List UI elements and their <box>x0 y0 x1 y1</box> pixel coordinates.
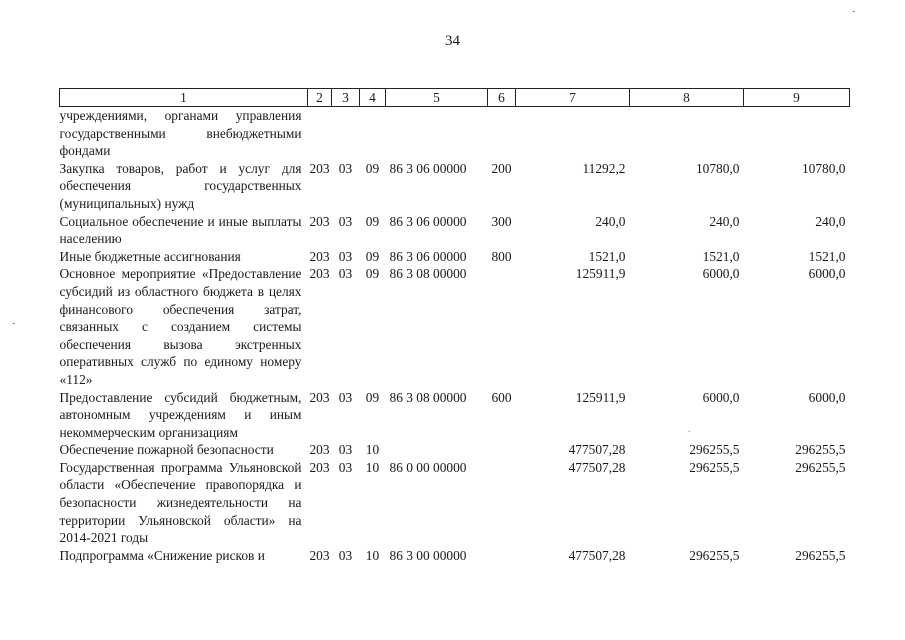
page-number: 34 <box>445 33 460 49</box>
column-header: 6 <box>488 89 516 107</box>
row-amount-col9: 6000,0 <box>808 266 846 282</box>
row-section <box>332 107 360 160</box>
row-amount-col9: 296255,5 <box>795 459 846 475</box>
row-admin-code: 203 <box>309 389 330 405</box>
row-target-article: 86 0 00 00000 <box>389 459 467 475</box>
row-target-article: 86 3 00 00000 <box>389 547 467 563</box>
table-row <box>60 441 850 459</box>
column-header: 2 <box>308 89 332 107</box>
row-name: Государственная программа Ульяновской области «Обеспечение правопорядка и безопасности жизнедеятельности на территории Ульяновской области» на 2014-2021 годы <box>59 459 302 546</box>
row-subsection: 09 <box>365 248 380 264</box>
row-amount-col8: 296255,5 <box>689 442 740 458</box>
column-header: 3 <box>332 89 360 107</box>
table-row <box>60 107 850 160</box>
row-amount-col7 <box>516 107 630 160</box>
table-row <box>60 547 850 565</box>
row-target-article: 86 3 06 00000 <box>389 248 467 264</box>
row-expense-type: 800 <box>491 248 512 264</box>
scan-speck: - <box>12 318 16 329</box>
row-admin-code: 203 <box>309 213 330 229</box>
row-name: Иные бюджетные ассигнования <box>59 248 241 264</box>
row-expense-type: 600 <box>491 389 512 405</box>
table-row <box>60 248 850 266</box>
budget-table <box>59 88 850 564</box>
row-subsection: 09 <box>365 213 380 229</box>
row-target-article: 86 3 06 00000 <box>389 160 467 176</box>
row-section: 03 <box>338 213 353 229</box>
row-target-article: 86 3 06 00000 <box>389 213 467 229</box>
row-subsection: 10 <box>365 442 380 458</box>
row-amount-col8: 6000,0 <box>702 266 740 282</box>
column-header: 9 <box>744 89 850 107</box>
row-subsection: 10 <box>365 547 380 563</box>
row-amount-col7: 477507,28 <box>568 442 626 458</box>
row-name: Предоставление субсидий бюджетным, автономным учреждениям и иным некоммерческим организациям <box>59 389 302 440</box>
row-amount-col9 <box>744 107 850 160</box>
row-name: Обеспечение пожарной безопасности <box>59 442 274 458</box>
header-row <box>60 89 850 107</box>
row-section: 03 <box>338 389 353 405</box>
column-header: 1 <box>60 89 308 107</box>
row-section: 03 <box>338 266 353 282</box>
row-amount-col9: 6000,0 <box>808 389 846 405</box>
row-name: Закупка товаров, работ и услуг для обеспечения государственных (муниципальных) нужд <box>59 160 302 211</box>
row-subsection: 09 <box>365 266 380 282</box>
row-amount-col9: 240,0 <box>815 213 846 229</box>
row-subsection: 09 <box>365 160 380 176</box>
row-admin-code: 203 <box>309 547 330 563</box>
table-row <box>60 459 850 547</box>
row-expense-type <box>488 265 516 388</box>
row-subsection: 09 <box>365 389 380 405</box>
scan-speck: . <box>688 424 691 435</box>
row-expense-type: 300 <box>491 213 512 229</box>
row-amount-col9: 296255,5 <box>795 547 846 563</box>
row-admin-code: 203 <box>309 266 330 282</box>
row-amount-col7: 240,0 <box>595 213 626 229</box>
row-amount-col7: 125911,9 <box>575 266 626 282</box>
row-section: 03 <box>338 459 353 475</box>
row-admin-code: 203 <box>309 442 330 458</box>
row-amount-col8: 296255,5 <box>689 459 740 475</box>
row-name: учреждениями, органами управления государственными внебюджетными фондами <box>59 108 302 159</box>
row-subsection <box>360 107 386 160</box>
row-expense-type <box>488 441 516 459</box>
table-row <box>60 389 850 442</box>
row-expense-type <box>488 459 516 547</box>
row-target-article <box>386 107 488 160</box>
row-section: 03 <box>338 160 353 176</box>
row-amount-col7: 125911,9 <box>575 389 626 405</box>
row-amount-col8 <box>630 107 744 160</box>
row-expense-type <box>488 107 516 160</box>
column-header: 7 <box>516 89 630 107</box>
column-header: 8 <box>630 89 744 107</box>
row-admin-code: 203 <box>309 248 330 264</box>
row-amount-col8: 240,0 <box>709 213 740 229</box>
row-expense-type: 200 <box>491 160 512 176</box>
row-amount-col7: 11292,2 <box>582 160 626 176</box>
row-subsection: 10 <box>365 459 380 475</box>
row-amount-col9: 1521,0 <box>808 248 846 264</box>
row-section: 03 <box>338 547 353 563</box>
row-expense-type <box>488 547 516 565</box>
row-amount-col8: 296255,5 <box>689 547 740 563</box>
table-row <box>60 265 850 388</box>
table-row <box>60 213 850 248</box>
scan-speck: - <box>852 6 856 17</box>
row-target-article <box>386 441 488 459</box>
row-name: Основное мероприятие «Предоставление субсидий из областного бюджета в целях финансового обеспечения затрат, связанных с созданием системы обеспечения вызова экстренных оперативных служб по единому номеру «112» <box>59 266 302 387</box>
row-target-article: 86 3 08 00000 <box>389 389 467 405</box>
row-amount-col7: 1521,0 <box>588 248 626 264</box>
row-admin-code: 203 <box>309 459 330 475</box>
row-amount-col8: 1521,0 <box>702 248 740 264</box>
column-header: 5 <box>386 89 488 107</box>
table-body <box>60 107 850 565</box>
row-amount-col7: 477507,28 <box>568 459 626 475</box>
row-target-article: 86 3 08 00000 <box>389 266 467 282</box>
row-admin-code: 203 <box>309 160 330 176</box>
row-name: Социальное обеспечение и иные выплаты населению <box>59 213 302 247</box>
row-section: 03 <box>338 248 353 264</box>
row-amount-col8: 6000,0 <box>702 389 740 405</box>
column-header: 4 <box>360 89 386 107</box>
row-section: 03 <box>338 442 353 458</box>
row-name: Подпрограмма «Снижение рисков и <box>59 547 265 563</box>
row-amount-col9: 10780,0 <box>801 160 846 176</box>
table-row <box>60 160 850 213</box>
row-amount-col7: 477507,28 <box>568 547 626 563</box>
row-amount-col9: 296255,5 <box>795 442 846 458</box>
row-amount-col8: 10780,0 <box>695 160 740 176</box>
row-admin-code <box>308 107 332 160</box>
